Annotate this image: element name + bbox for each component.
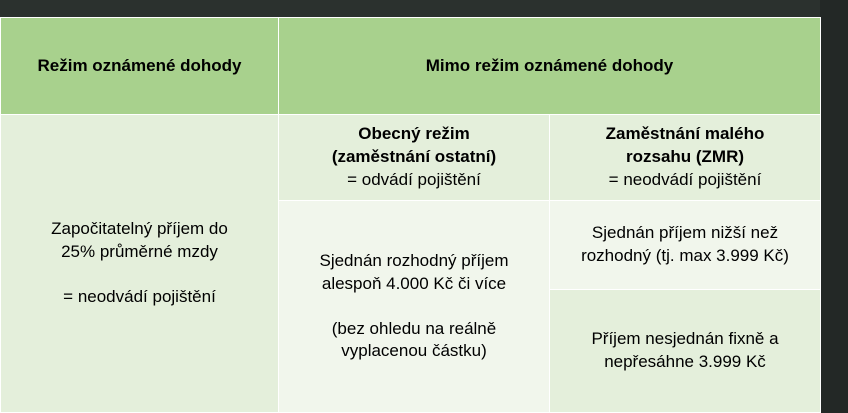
zmr-title-1: Zaměstnání malého [605, 124, 765, 144]
general-regime-body-2: alespoň 4.000 Kč či více [321, 273, 507, 293]
general-regime-title-2: (zaměstnání ostatní) [331, 147, 497, 167]
announced-agreement-cell [1, 115, 279, 413]
zmr-note: = neodvádí pojištění [608, 169, 762, 189]
general-regime-body-1: Sjednán rozhodný příjem [319, 250, 509, 270]
zmr-row1-line-1: Sjednán příjem nižší než [591, 223, 779, 243]
general-regime-note: = odvádí pojištění [347, 169, 481, 189]
left-cell-line-3: = neodvádí pojištění [63, 286, 216, 306]
spacer [287, 296, 541, 318]
zmr-row2-line-2: nepřesáhne 3.999 Kč [604, 352, 766, 371]
background-strip [820, 0, 848, 413]
general-regime-header [279, 115, 550, 201]
subheader-row [1, 115, 821, 201]
header-announced-agreement: Režim oznámené dohody [1, 18, 279, 115]
zmr-title-2: rozsahu (ZMR) [625, 147, 745, 167]
general-regime-title-1: Obecný režim [358, 124, 470, 144]
spacer [9, 264, 270, 286]
zmr-row1-line-2: rozhodný (tj. max 3.999 Kč) [581, 246, 789, 265]
left-cell-line-2: 25% průměrné mzdy [61, 242, 218, 262]
zmr-header [550, 115, 821, 201]
regime-comparison-table [0, 17, 821, 413]
general-regime-body [279, 201, 550, 413]
general-regime-body-3: (bez ohledu na reálně [331, 318, 497, 338]
header-row [1, 18, 821, 115]
general-regime-body-4: vyplacenou částku) [341, 341, 487, 361]
zmr-body-row-2 [550, 290, 821, 413]
left-cell-line-1: Započitatelný příjem do [51, 219, 228, 239]
zmr-body-row-1 [550, 201, 821, 290]
header-outside-announced-agreement: Mimo režim oznámené dohody [279, 18, 821, 115]
zmr-row2-line-1: Příjem nesjednán fixně a [591, 329, 779, 349]
